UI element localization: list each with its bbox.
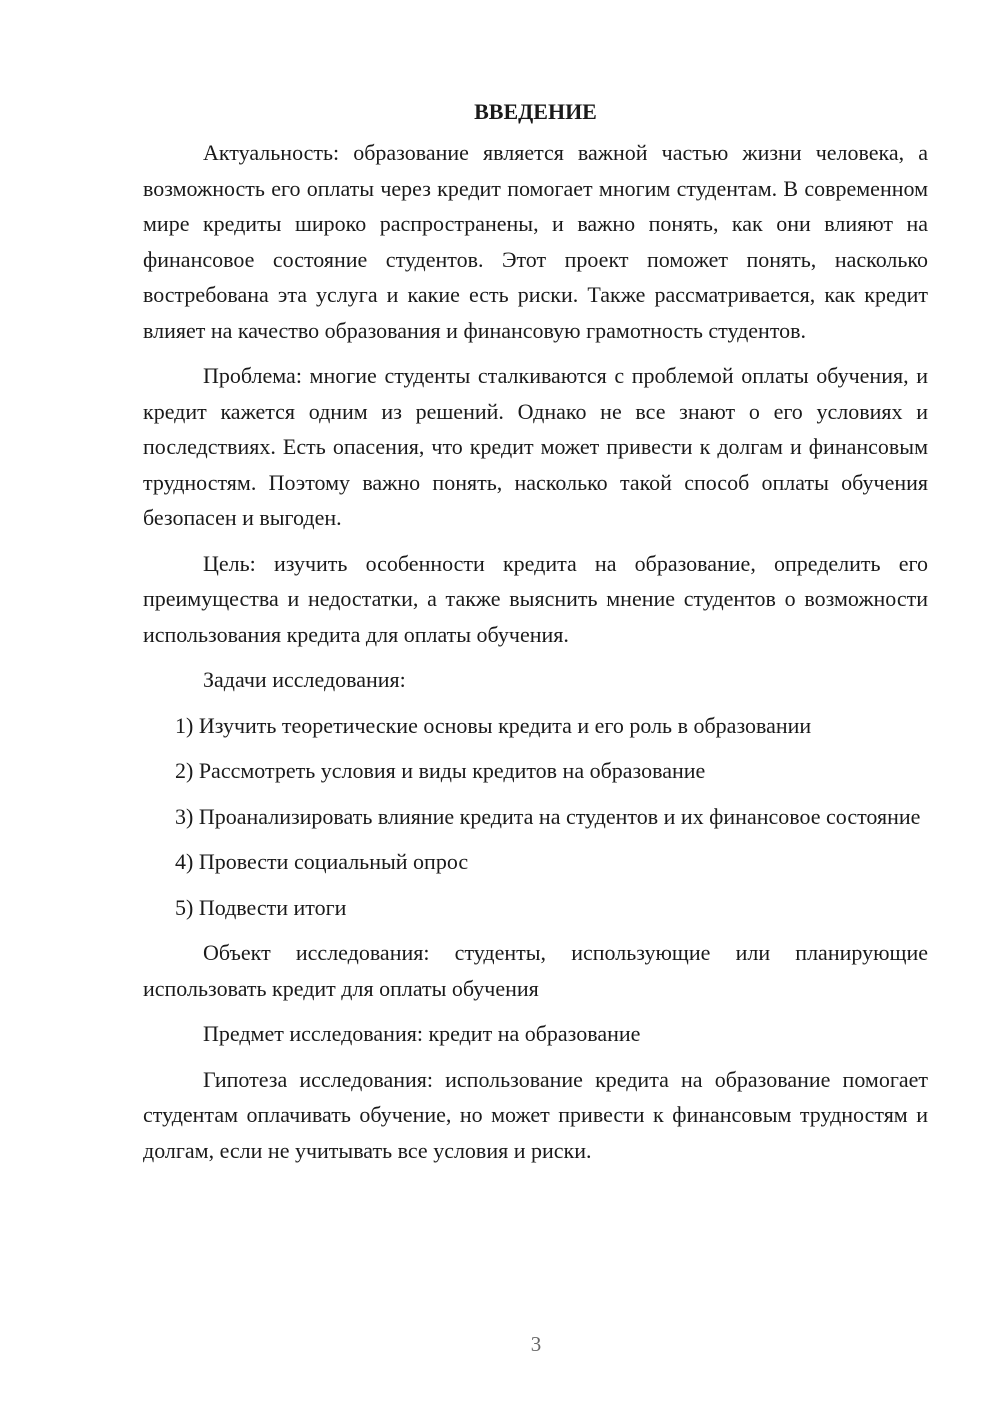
task-item-1: 1) Изучить теоретические основы кредита и его роль в образовании [175,712,812,738]
task-item-5: 5) Подвести итоги [175,894,347,920]
paragraph-hypothesis: Гипотеза исследования: использование кредита на образование помогает студентам оплачивать обучение, но может привести к финансовым трудностям и долгам, если не учитывать все условия и риски. [143,1066,928,1163]
paragraph-subject: Предмет исследования: кредит на образование [203,1021,641,1046]
paragraph-relevance: Актуальность: образование является важной частью жизни человека, а возможность его оплаты через кредит помогает многим студентам. В современном мире кредиты широко распространены, и важно понять, как они влияют на финансовое состояние студентов. Этот проект поможет понять, насколько востребована эта услуга и какие есть риски. Также рассматривается, как кредит влияет на качество образования и финансовую грамотность студентов. [143,140,928,343]
task-item-2: 2) Рассмотреть условия и виды кредитов на образование [175,758,706,783]
task-item-3: 3) Проанализировать влияние кредита на студентов и их финансовое состояние [175,803,921,829]
tasks-heading: Задачи исследования: [203,667,406,692]
page-content [143,94,928,1178]
section-title: ВВЕДЕНИЕ [474,99,597,124]
paragraph-object: Объект исследования: студенты, использующие или планирующие использовать кредит для оплаты обучения [143,940,928,1001]
task-item-4: 4) Провести социальный опрос [175,849,469,874]
paragraph-problem: Проблема: многие студенты сталкиваются с проблемой оплаты обучения, и кредит кажется одним из решений. Однако не все знают о его условиях и последствиях. Есть опасения, что кредит может привести к долгам и финансовым трудностям. Поэтому важно понять, насколько такой способ оплаты обучения безопасен и выгоден. [143,363,928,530]
page-number: 3 [530,1332,542,1356]
paragraph-goal: Цель: изучить особенности кредита на образование, определить его преимущества и недостатки, а также выяснить мнение студентов о возможности использования кредита для оплаты обучения. [143,550,928,647]
